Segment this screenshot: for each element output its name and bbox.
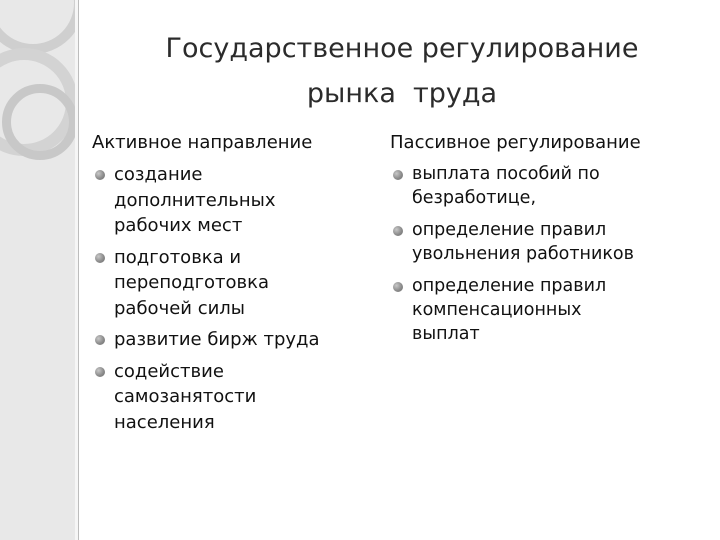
decorative-ring [0,0,79,54]
bullet-icon [393,226,403,236]
list-item-text: развитие бирж труда [114,329,320,350]
decorative-side-band [0,0,79,540]
list-item-text: содействие самозанятости населения [114,360,257,433]
list-item [92,162,319,239]
bullet-icon [95,367,105,377]
bullet-list [92,162,362,435]
list-item-text: определение правил компенсационных выплат [412,276,607,344]
list-item-text: определение правил увольнения работников [412,220,634,264]
list-item [92,327,362,353]
list-item [92,245,319,322]
slide-title [112,26,692,116]
slide-title-line-2: рынка труда [306,78,498,109]
bullet-list [390,162,715,346]
bullet-icon [95,253,105,263]
list-item-text: создание дополнительных рабочих мест [114,164,276,236]
column-heading: Пассивное регулирование [390,132,641,153]
bullet-icon [393,170,403,180]
list-item [390,274,652,346]
bullet-icon [95,170,105,180]
decorative-ring [2,84,78,160]
active-direction-column [92,130,362,441]
list-item [390,218,672,266]
list-item-text: подготовка и переподготовка рабочей силы [114,246,270,319]
passive-regulation-column [390,130,715,354]
list-item [92,359,319,436]
slide-title-line-1: Государственное регулирование [165,33,639,64]
list-item [390,162,652,210]
list-item-text: выплата пособий по безработице, [412,164,600,208]
bullet-icon [95,335,105,345]
column-heading: Активное направление [92,132,313,153]
bullet-icon [393,282,403,292]
